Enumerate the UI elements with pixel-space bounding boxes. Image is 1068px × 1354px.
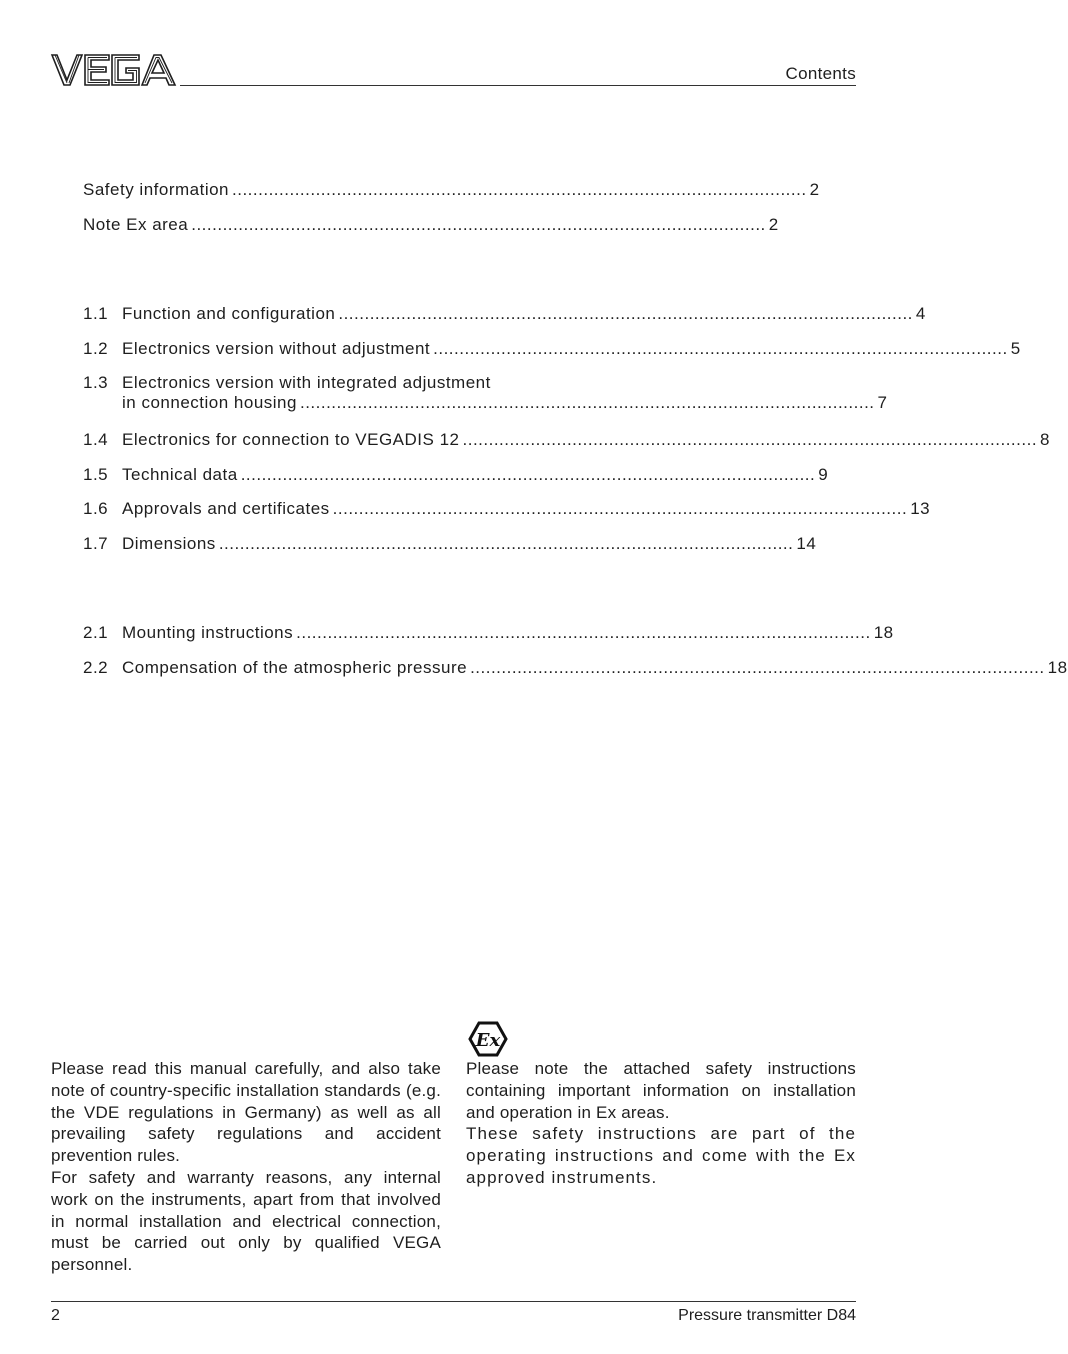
toc-entry-title: Electronics version without adjustment — [122, 339, 431, 358]
toc-section-number: 1.5 — [83, 465, 109, 484]
footer-document-title: Pressure transmitter D84 — [678, 1307, 856, 1324]
toc-leader-dots: .............................................................................................................. — [299, 393, 875, 412]
toc-entry-title: Approvals and certificates — [122, 499, 330, 518]
toc-page-number: 5 — [1010, 339, 1021, 358]
toc-entry-1-1[interactable] — [83, 304, 926, 328]
toc-leader-dots: .............................................................................................................. — [470, 658, 1045, 677]
toc-leader-dots: .............................................................................................................. — [240, 465, 816, 484]
ex-hexagon-icon — [469, 1021, 507, 1057]
toc-entry-note-ex-area[interactable] — [83, 215, 779, 239]
safety-paragraph-1: Please read this manual carefully, and also take note of country-specific installation standards (e.g. the VDE regulations in Germany) as well as all prevailing safety regulations and accident prevention rules. — [51, 1059, 441, 1166]
toc-entry-1-2[interactable] — [83, 339, 1021, 363]
toc-page-number: 18 — [873, 623, 894, 642]
toc-leader-dots: .............................................................................................................. — [218, 534, 794, 553]
footer-page-number: 2 — [51, 1307, 60, 1324]
toc-entry-title: Dimensions — [122, 534, 216, 553]
toc-page-number: 14 — [796, 534, 817, 553]
toc-entry-1-3[interactable] — [83, 373, 888, 419]
toc-page-number: 8 — [1040, 430, 1051, 449]
toc-entry-title-line1: Electronics version with integrated adjustment — [122, 373, 491, 392]
toc-leader-dots: .............................................................................................................. — [232, 180, 807, 199]
toc-page-number: 13 — [910, 499, 931, 518]
toc-entry-title: Safety information — [83, 180, 230, 199]
toc-section-number: 1.2 — [83, 339, 109, 358]
toc-section-number: 1.1 — [83, 304, 109, 323]
svg-text:Ex: Ex — [475, 1030, 501, 1051]
toc-entry-1-4[interactable] — [83, 430, 1051, 454]
header-rule — [180, 85, 856, 86]
toc-leader-dots: .............................................................................................................. — [191, 215, 766, 234]
toc-page-number: 7 — [877, 393, 888, 412]
toc-page-number: 18 — [1047, 658, 1068, 677]
safety-information-text — [51, 1058, 441, 1276]
toc-entry-safety-information[interactable] — [83, 180, 820, 204]
toc-leader-dots: .............................................................................................................. — [462, 430, 1038, 449]
toc-leader-dots: .............................................................................................................. — [332, 499, 908, 518]
toc-entry-title: Note Ex area — [83, 215, 189, 234]
ex-area-note-text — [466, 1058, 856, 1189]
toc-entry-title: Mounting instructions — [122, 623, 294, 642]
toc-leader-dots: .............................................................................................................. — [338, 304, 913, 323]
toc-section-number: 1.6 — [83, 499, 109, 518]
toc-entry-1-6[interactable] — [83, 499, 931, 523]
toc-entry-title: in connection housing — [122, 393, 297, 412]
safety-paragraph-2: For safety and warranty reasons, any internal work on the instruments, apart from that involved in normal installation and electrical connection, must be carried out only by qualified VEGA personnel. — [51, 1167, 441, 1275]
toc-page-number: 9 — [818, 465, 829, 484]
toc-section-number: 1.3 — [83, 373, 109, 392]
toc-entry-2-2[interactable] — [83, 658, 1068, 682]
toc-entry-title: Technical data — [122, 465, 238, 484]
toc-page-number: 4 — [915, 304, 926, 323]
toc-section-number: 2.1 — [83, 623, 109, 642]
toc-leader-dots: .............................................................................................................. — [296, 623, 871, 642]
toc-leader-dots: .............................................................................................................. — [433, 339, 1008, 358]
toc-entry-title: Electronics for connection to VEGADIS 12 — [122, 430, 460, 449]
toc-section-number: 1.4 — [83, 430, 109, 449]
vega-logo — [51, 52, 177, 88]
toc-entry-2-1[interactable] — [83, 623, 894, 647]
toc-entry-title: Function and configuration — [122, 304, 336, 323]
toc-section-number: 1.7 — [83, 534, 109, 553]
header-title: Contents — [785, 64, 856, 83]
footer-rule — [51, 1301, 856, 1302]
toc-entry-1-5[interactable] — [83, 465, 829, 489]
toc-section-number: 2.2 — [83, 658, 109, 677]
toc-entry-title: Compensation of the atmospheric pressure — [122, 658, 468, 677]
toc-page-number: 2 — [809, 180, 820, 199]
toc-page-number: 2 — [768, 215, 779, 234]
ex-note-paragraph-2: These safety instructions are part of the operating instructions and come with the Ex approved instruments. — [466, 1124, 856, 1187]
toc-entry-1-7[interactable] — [83, 534, 817, 558]
ex-note-paragraph-1: Please note the attached safety instructions containing important information on installation and operation in Ex areas. — [466, 1059, 856, 1122]
